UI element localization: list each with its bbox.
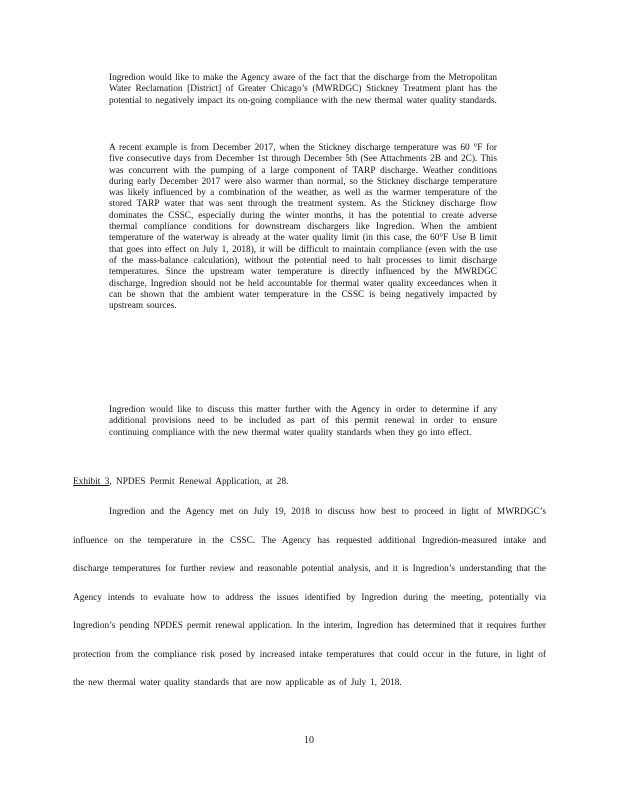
exhibit-link[interactable]: Exhibit 3	[73, 477, 110, 487]
page-number: 10	[304, 735, 314, 746]
exhibit-citation-text: , NPDES Permit Renewal Application, at 28.	[109, 477, 289, 487]
block-quote-paragraph-1: Ingredion would like to make the Agency aware of the fact that the discharge from the Metropolitan Water Reclamation [District] of Greater Chicago’s (MWRDGC) Stickney Treatment plant has the potential to negatively impact its on-going compliance with the new thermal water quality standards.	[109, 73, 497, 106]
block-quote-paragraph-2: A recent example is from December 2017, when the Stickney discharge temperature was 60 °F for five consecutive days from December 1st through December 5th (See Attachments 2B and 2C). This was concurrent with the pumping of a large component of TARP discharge. Weather conditions during early December 2017 were also warmer than normal, so the Stickney discharge temperature was likely influenced by a combination of the weather, as well as the warmer temperature of the stored TARP water that was sent through the treatment system. As the Stickney discharge flow dominates the CSSC, especially during the winter months, it has the potential to create adverse thermal compliance conditions for downstream dischargers like Ingredion. When the ambient temperature of the waterway is already at the water quality limit (in this case, the 60°F Use B limit that goes into effect on July 1, 2018), it will be difficult to maintain compliance (even with the use of the mass-balance calculation), without the potential need to halt processes to limit discharge temperatures. Since the upstream water temperature is directly influenced by the MWRDGC discharge, Ingredion should not be held accountable for thermal water quality exceedances when it can be shown that the ambient water temperature in the CSSC is being negatively impacted by upstream sources.	[109, 143, 497, 312]
exhibit-citation	[73, 476, 288, 488]
body-paragraph: Ingredion and the Agency met on July 19, 2018 to discuss how best to proceed in light of MWRDGC’s influence on the temperature in the CSSC. The Agency has requested additional Ingredion-measured intake and discharge temperatures for further review and reasonable potential analysis, and it is Ingredion’s understanding that the Agency intends to evaluate how to address the issues identified by Ingredion during the meeting, potentially via Ingredion’s pending NPDES permit renewal application. In the interim, Ingredion has determined that it requires further protection from the compliance risk posed by increased intake temperatures that could occur in the future, in light of the new thermal water quality standards that are now applicable as of July 1, 2018.	[73, 507, 546, 688]
block-quote-paragraph-3: Ingredion would like to discuss this matter further with the Agency in order to determine if any additional provisions need to be included as part of this permit renewal in order to ensure continuing compliance with the new thermal water quality standards when they go into effect.	[109, 405, 497, 438]
